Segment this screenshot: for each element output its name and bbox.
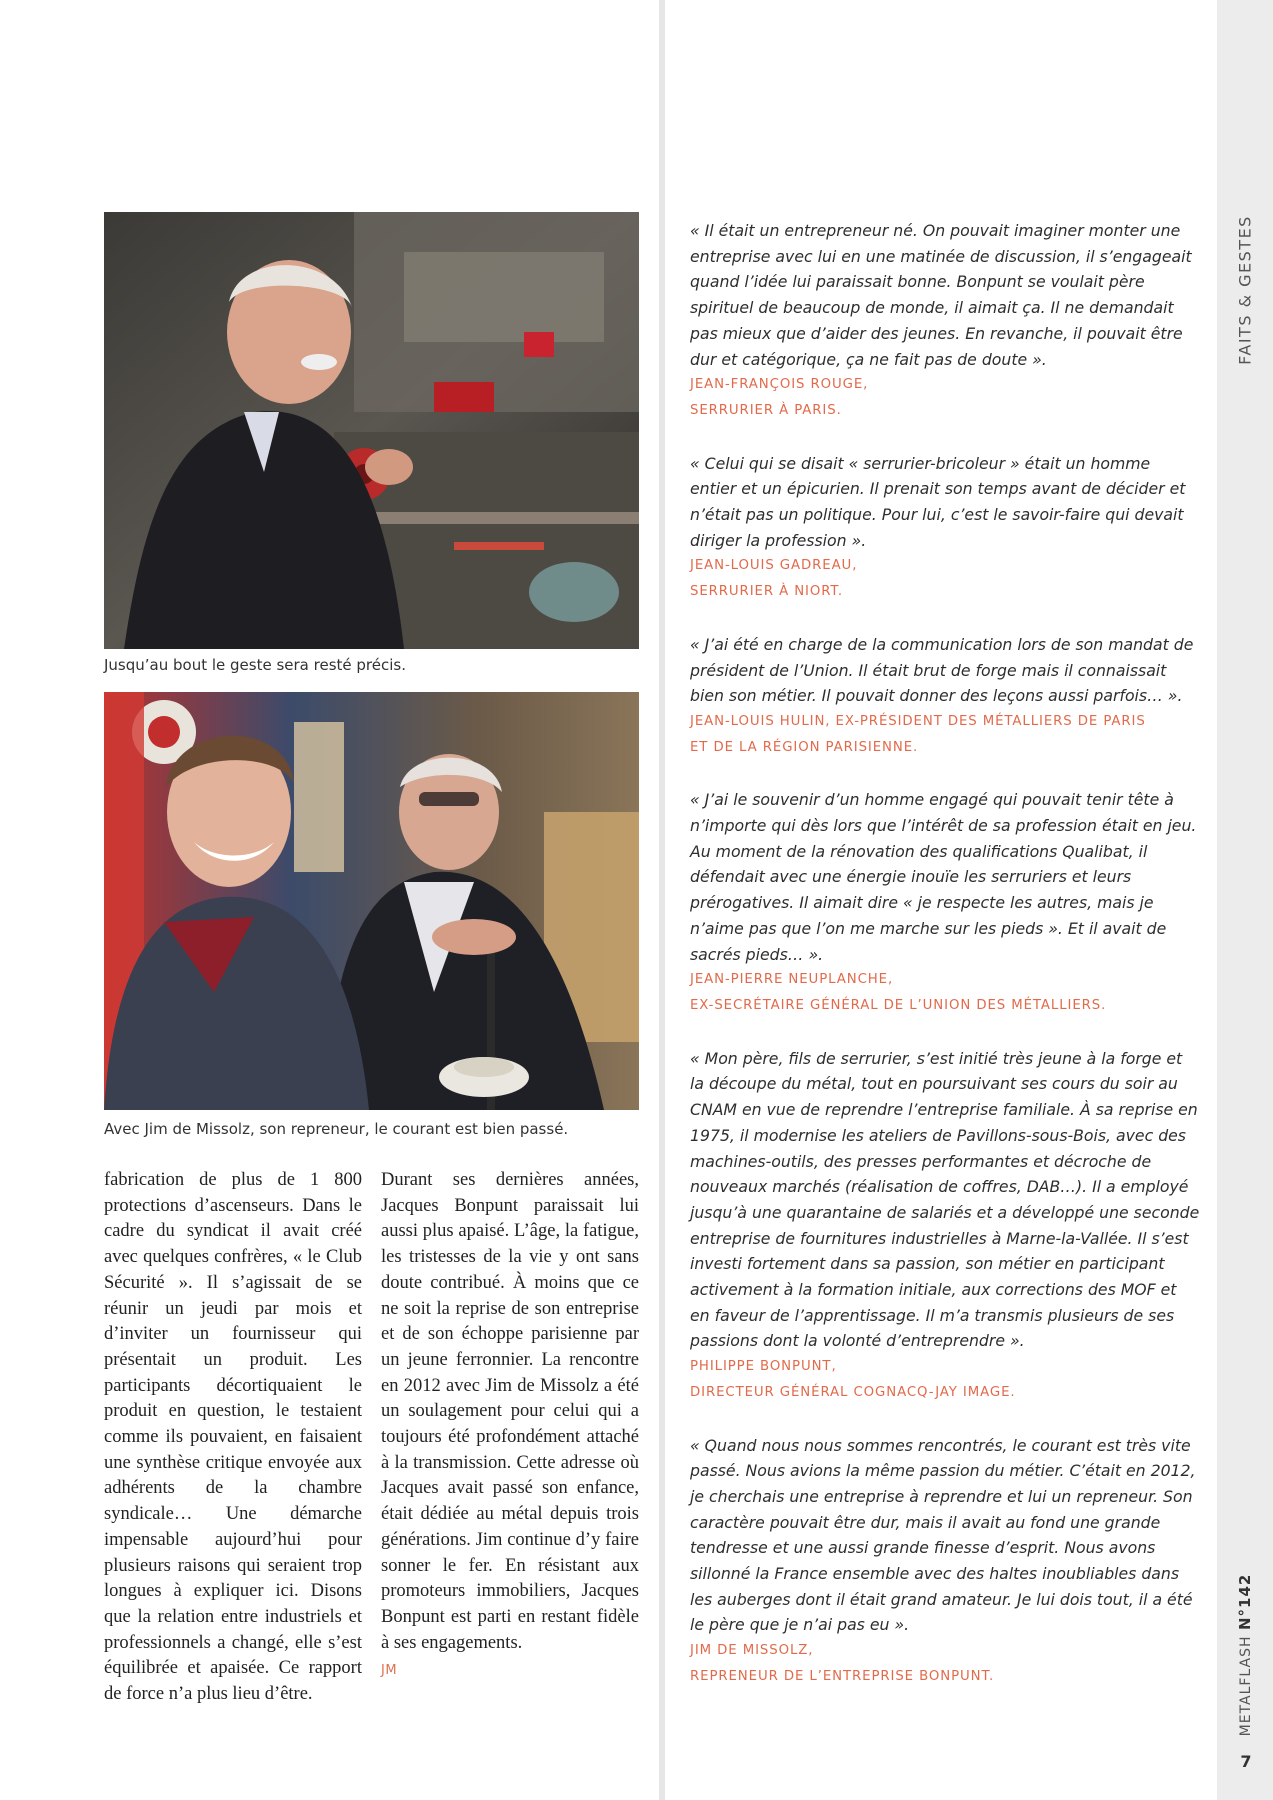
testimonial-author: JEAN-LOUIS GADREAU, — [690, 558, 858, 574]
testimonial — [690, 787, 1200, 1018]
testimonial-role: DIRECTEUR GÉNÉRAL COGNACQ-JAY IMAGE. — [690, 1384, 1016, 1400]
testimonial-role: SERRURIER À PARIS. — [690, 402, 842, 418]
testimonial — [690, 1433, 1200, 1690]
article-signature: JM — [381, 1663, 398, 1679]
testimonial-role: ET DE LA RÉGION PARISIENNE. — [690, 739, 919, 755]
section-tab — [1221, 210, 1269, 370]
testimonial — [690, 632, 1200, 761]
photo-caption-2: Avec Jim de Missolz, son repreneur, le courant est bien passé. — [104, 1120, 569, 1138]
article-column-b-text: Durant ses dernières années, Jacques Bonpunt paraissait lui aussi plus apaisé. L’âge, la fatigue, les tristesses de la vie y ont sans doute contribué. À moins que ce ne soit la reprise de son entreprise et de son échoppe parisienne par un jeune ferronnier. La rencontre en 2012 avec Jim de Missolz a été un soulagement pour celui qui a toujours été profondément attaché à la transmission. Cette adresse où Jacques avait passé son enfance, était dédiée au métal depuis trois générations. Jim continue d’y faire sonner le fer. En résistant aux promoteurs immobiliers, Jacques Bonpunt est parti en restant fidèle à ses engagements. — [381, 1170, 639, 1653]
testimonial-text: « Celui qui se disait « serrurier-bricoleur » était un homme entier et un épicurien. Il prenait son temps avant de décider et n’était pas un politique. Pour lui, c’est le savoir-faire qui devait diriger la profession ». — [690, 453, 1186, 550]
magazine-tab — [1221, 1573, 1269, 1737]
magazine-name: METALFLASH — [1238, 1629, 1254, 1737]
testimonial — [690, 1046, 1200, 1406]
testimonial-text: « J’ai été en charge de la communication lors de son mandat de président de l’Union. Il était brut de forge mais il connaissait bien son métier. Il pouvait donner des leçons aussi parfois… ». — [690, 634, 1194, 706]
testimonials-column — [690, 218, 1200, 1717]
testimonial-author: JIM DE MISSOLZ, — [690, 1643, 814, 1659]
testimonial-author: JEAN-PIERRE NEUPLANCHE, — [690, 972, 894, 988]
testimonial-text: « Il était un entrepreneur né. On pouvait imaginer monter une entreprise avec lui en une matinée de discussion, il s’engageait quand l’idée lui paraissait bonne. Bonpunt se voulait père spirituel de beaucoup de monde, il aimait ça. Il ne demandait pas mieux que d’aider des jeunes. En revanche, il pouvait être dur et catégorique, ça ne fait pas de doute ». — [690, 221, 1192, 369]
page-gutter — [659, 0, 665, 1800]
testimonial-text: « Mon père, fils de serrurier, s’est initié très jeune à la forge et la découpe du métal, tout en poursuivant ses cours du soir au CNAM en vue de reprendre l’entreprise familiale. À sa reprise en 1975, il modernise les ateliers de Pavillons-sous-Bois, avec des machines-outils, des presses performantes et décroche de nouveaux marchés (réalisation de coffres, DAB…). Il a employé jusqu’à une quarantaine de salariés et a développé une seconde entreprise de fournitures industrielles à Marne-la-Vallée. Il s’est investi fortement dans sa passion, son métier en participant activement à la formation initiale, aux corrections des MOF et en faveur de l’apprentissage. Il m’a transmis plusieurs de ses passions dont la volonté d’entreprendre ». — [690, 1048, 1200, 1351]
testimonial — [690, 218, 1200, 424]
testimonial-author: PHILIPPE BONPUNT, — [690, 1359, 837, 1375]
testimonial-role: REPRENEUR DE L’ENTREPRISE BONPUNT. — [690, 1668, 995, 1684]
testimonial-text: « J’ai le souvenir d’un homme engagé qui pouvait tenir tête à n’importe qui dès lors que l’intérêt de sa profession était en jeu. Au moment de la rénovation des qualifications Qualibat, il défendait avec une énergie inouïe les serruriers et leurs prérogatives. Il aimait dire « je respecte les autres, mais je n’aime pas que l’on me marche sur les pieds ». Et il avait de sacrés pieds… ». — [690, 790, 1197, 964]
testimonial-role: SERRURIER À NIORT. — [690, 584, 843, 600]
photo-caption-1: Jusqu’au bout le geste sera resté précis. — [104, 656, 406, 674]
testimonial-author: JEAN-LOUIS HULIN, EX-PRÉSIDENT DES MÉTALLIERS DE PARIS — [690, 713, 1146, 729]
testimonial-text: « Quand nous nous sommes rencontrés, le courant est très vite passé. Nous avions la même passion du métier. C’était en 2012, je cherchais une entreprise à reprendre et lui un repreneur. Son caractère pouvait être dur, mais il avait au fond une grande tendresse et une aussi grande finesse d’esprit. Nous avons sillonné la France ensemble avec des haltes inoubliables dans les auberges dont il était grand amateur. Je lui dois tout, il a été le père que je n’ai pas eu ». — [690, 1435, 1196, 1635]
workshop-photo — [104, 212, 639, 649]
testimonial-role: EX-SECRÉTAIRE GÉNÉRAL DE L’UNION DES MÉTALLIERS. — [690, 997, 1107, 1013]
testimonial-author: JEAN-FRANÇOIS ROUGE, — [690, 377, 869, 393]
portrait-photo — [104, 692, 639, 1110]
page-number: 7 — [1240, 1752, 1252, 1771]
section-label: FAITS & GESTES — [1235, 215, 1255, 365]
testimonial — [690, 451, 1200, 605]
article-column-a: fabrication de plus de 1 800 protections d’ascenseurs. Dans le cadre du syndicat il avait créé avec quelques confrères, « le Club Sécurité ». Il s’agissait de se réunir un jeudi par mois et d’inviter un fournisseur qui présentait un produit. Les participants décortiquaient le produit en question, le testaient comme ils pouvaient, en faisaient une synthèse critique envoyée aux adhérents de la chambre syndicale… Une démarche impensable aujourd’hui pour plusieurs raisons qui seraient trop longues à expliquer ici. Disons que la relation entre industriels et professionnels a changé, elle s’est équilibrée et apaisée. Ce rapport de force n’a plus lieu d’être. — [104, 1170, 362, 1705]
article-column-b — [381, 1168, 639, 1684]
magazine-issue: N°142 — [1236, 1573, 1254, 1630]
